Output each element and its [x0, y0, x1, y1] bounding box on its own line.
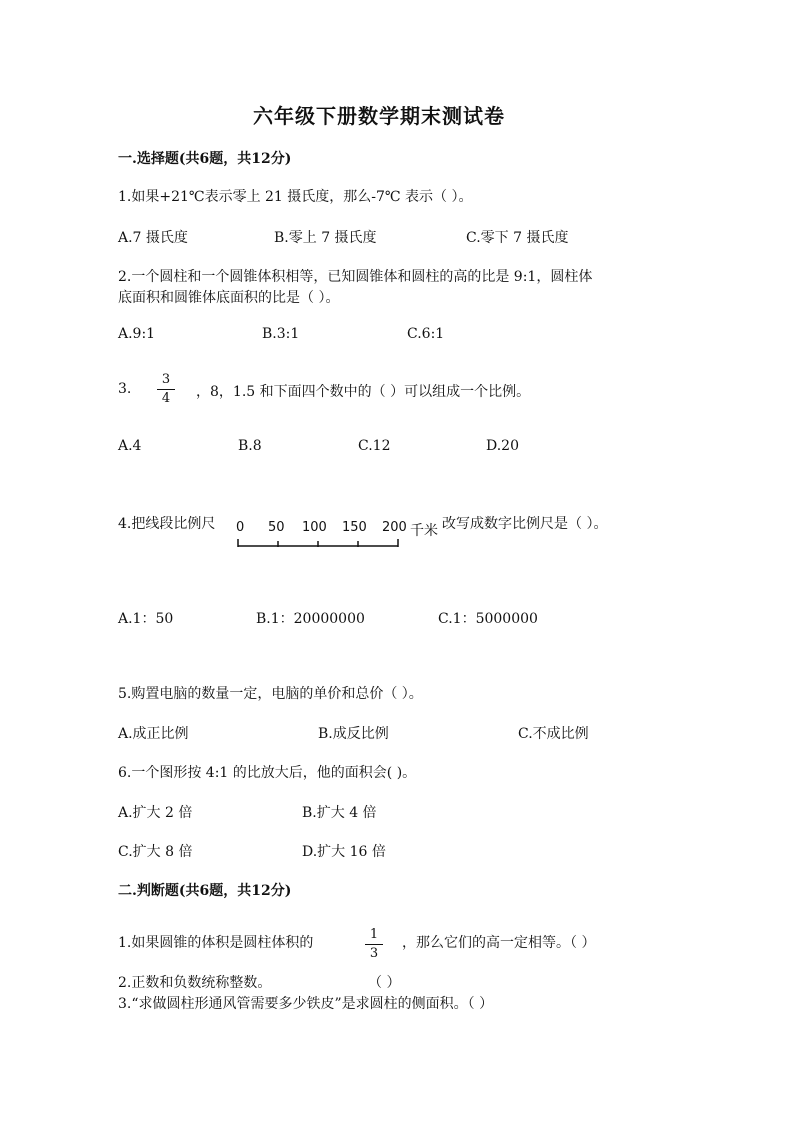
- scale-label-200: 200: [382, 520, 407, 535]
- q6-option-b: B.扩大 4 倍: [302, 805, 377, 821]
- q6-option-a: A.扩大 2 倍: [118, 805, 193, 821]
- q1-option-b: B.零上 7 摄氏度: [274, 230, 377, 246]
- line-scale-bar: [234, 520, 444, 552]
- q5-option-c: C.不成比例: [518, 726, 589, 742]
- fraction-bar: [365, 944, 383, 945]
- q3-option-b: B.8: [238, 438, 262, 454]
- q2-option-a: A.9:1: [118, 326, 156, 342]
- scale-label-150: 150: [342, 520, 367, 535]
- question-5: 5.购置电脑的数量一定，电脑的单价和总价（ ）。: [118, 686, 423, 702]
- q3-option-a: A.4: [118, 438, 142, 454]
- q6-option-d: D.扩大 16 倍: [302, 844, 386, 860]
- q6-option-c: C.扩大 8 倍: [118, 844, 193, 860]
- scale-label-0: 0: [236, 520, 245, 535]
- q4-option-a: A.1：50: [118, 611, 174, 627]
- scale-ruler: [236, 538, 406, 552]
- q3-option-c: C.12: [358, 438, 391, 454]
- judgement-3: 3.“求做圆柱形通风管需要多少铁皮”是求圆柱的侧面积。（ ）: [118, 996, 494, 1012]
- q4-option-b: B.1：20000000: [256, 611, 365, 627]
- judgement-2-paren: （ ）: [368, 975, 401, 991]
- section-heading-judgement: 二.判断题(共6题，共12分): [118, 883, 292, 899]
- section-heading-choice: 一.选择题(共6题，共12分): [118, 151, 292, 167]
- question-3-number: 3.: [118, 381, 132, 397]
- question-2-line-2: 底面积和圆锥体底面积的比是（ ）。: [118, 290, 340, 306]
- question-3-text: ，8，1.5 和下面四个数中的（ ）可以组成一个比例。: [196, 384, 531, 400]
- q1-option-a: A.7 摄氏度: [118, 230, 188, 246]
- fraction-denominator: 3: [369, 946, 379, 961]
- question-6: 6.一个图形按 4:1 的比放大后，他的面积会( )。: [118, 765, 417, 781]
- question-4-prefix: 4.把线段比例尺: [118, 516, 216, 532]
- q5-option-a: A.成正比例: [118, 726, 189, 742]
- fraction-bar: [157, 389, 175, 390]
- question-2-line-1: 2.一个圆柱和一个圆锥体积相等，已知圆锥体和圆柱的高的比是 9:1，圆柱体: [118, 269, 593, 285]
- fraction-denominator: 4: [161, 391, 171, 406]
- q2-option-b: B.3:1: [262, 326, 300, 342]
- q4-option-c: C.1：5000000: [438, 611, 538, 627]
- question-1: 1.如果+21℃表示零上 21 摄氏度，那么-7℃ 表示（ ）。: [118, 189, 473, 205]
- judgement-1-suffix: ，那么它们的高一定相等。（ ）: [402, 935, 596, 951]
- fraction-one-third: [365, 927, 383, 962]
- q5-option-b: B.成反比例: [318, 726, 389, 742]
- judgement-1-prefix: 1.如果圆锥的体积是圆柱体积的: [118, 935, 314, 951]
- q1-option-c: C.零下 7 摄氏度: [466, 230, 569, 246]
- scale-label-100: 100: [302, 520, 327, 535]
- fraction-numerator: 3: [161, 372, 171, 387]
- scale-label-50: 50: [268, 520, 285, 535]
- judgement-2: 2.正数和负数统称整数。: [118, 975, 272, 991]
- q2-option-c: C.6:1: [407, 326, 445, 342]
- scale-unit: 千米: [410, 523, 438, 539]
- q3-option-d: D.20: [486, 438, 519, 454]
- fraction-numerator: 1: [369, 927, 379, 942]
- page-title: 六年级下册数学期末测试卷: [253, 104, 505, 128]
- fraction-three-quarters: [157, 372, 175, 407]
- question-4-suffix: 改写成数字比例尺是（ ）。: [442, 516, 608, 532]
